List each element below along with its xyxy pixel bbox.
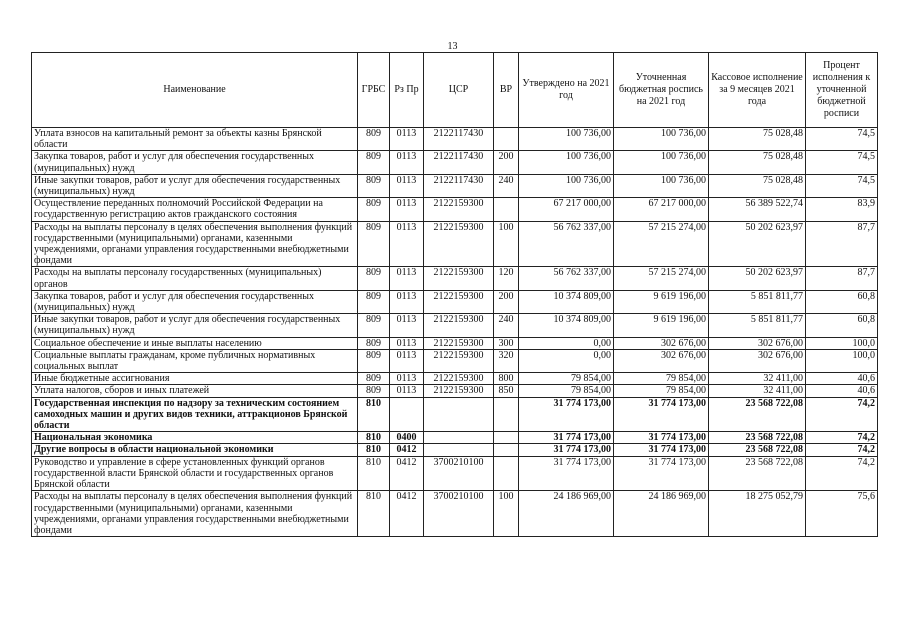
cell-vr: 100 [494, 221, 519, 267]
cell-vr [494, 128, 519, 151]
cell-grbs: 809 [358, 314, 390, 337]
cell-cash: 56 389 522,74 [709, 198, 806, 221]
cell-refined: 31 774 173,00 [614, 444, 709, 456]
cell-cash: 75 028,48 [709, 128, 806, 151]
cell-cash: 50 202 623,97 [709, 221, 806, 267]
cell-rzpr: 0400 [390, 432, 424, 444]
cell-csr: 2122117430 [424, 151, 494, 174]
cell-csr: 2122159300 [424, 314, 494, 337]
cell-vr: 120 [494, 267, 519, 290]
cell-grbs: 810 [358, 491, 390, 537]
cell-cash: 302 676,00 [709, 349, 806, 372]
table-row [32, 198, 878, 221]
cell-percent: 100,0 [806, 337, 878, 349]
cell-name: Уплата налогов, сборов и иных платежей [32, 385, 358, 397]
cell-percent: 74,5 [806, 128, 878, 151]
cell-csr: 2122117430 [424, 128, 494, 151]
cell-approved: 79 854,00 [519, 373, 614, 385]
cell-percent: 60,8 [806, 314, 878, 337]
cell-csr: 2122117430 [424, 174, 494, 197]
cell-vr [494, 397, 519, 432]
cell-csr: 2122159300 [424, 221, 494, 267]
table-row [32, 373, 878, 385]
cell-rzpr: 0113 [390, 337, 424, 349]
page-number: 13 [447, 41, 458, 52]
cell-approved: 100 736,00 [519, 174, 614, 197]
cell-vr: 240 [494, 314, 519, 337]
cell-approved: 31 774 173,00 [519, 456, 614, 491]
table-row [32, 290, 878, 313]
cell-grbs: 809 [358, 385, 390, 397]
cell-percent: 60,8 [806, 290, 878, 313]
cell-grbs: 810 [358, 456, 390, 491]
header-vr: ВР [494, 53, 519, 128]
header-name: Наименование [32, 53, 358, 128]
cell-cash: 5 851 811,77 [709, 314, 806, 337]
cell-cash: 50 202 623,97 [709, 267, 806, 290]
cell-csr: 2122159300 [424, 373, 494, 385]
cell-cash: 32 411,00 [709, 385, 806, 397]
cell-percent: 74,2 [806, 456, 878, 491]
cell-approved: 100 736,00 [519, 128, 614, 151]
cell-refined: 9 619 196,00 [614, 314, 709, 337]
table-row [32, 267, 878, 290]
cell-approved: 31 774 173,00 [519, 444, 614, 456]
cell-cash: 23 568 722,08 [709, 432, 806, 444]
table-row [32, 491, 878, 537]
table-row [32, 314, 878, 337]
header-cash: Кассовое исполнение за 9 месяцев 2021 года [709, 53, 806, 128]
cell-refined: 31 774 173,00 [614, 397, 709, 432]
cell-percent: 74,2 [806, 397, 878, 432]
cell-approved: 100 736,00 [519, 151, 614, 174]
cell-name: Закупка товаров, работ и услуг для обеспечения государственных (муниципальных) нужд [32, 290, 358, 313]
cell-name: Расходы на выплаты персоналу в целях обеспечения выполнения функций государственными (муниципальными) органами, казенными учреждениями, органами управления государственными внебюджетными фондами [32, 491, 358, 537]
cell-rzpr: 0113 [390, 385, 424, 397]
cell-refined: 302 676,00 [614, 337, 709, 349]
cell-csr: 3700210100 [424, 456, 494, 491]
cell-approved: 0,00 [519, 349, 614, 372]
cell-name: Другие вопросы в области национальной экономики [32, 444, 358, 456]
cell-rzpr: 0113 [390, 174, 424, 197]
cell-vr: 850 [494, 385, 519, 397]
table-header-row [32, 53, 878, 128]
header-rzpr: Рз Пр [390, 53, 424, 128]
cell-percent: 83,9 [806, 198, 878, 221]
cell-rzpr: 0113 [390, 267, 424, 290]
cell-csr: 2122159300 [424, 349, 494, 372]
cell-vr: 100 [494, 491, 519, 537]
cell-percent: 100,0 [806, 349, 878, 372]
cell-approved: 56 762 337,00 [519, 267, 614, 290]
cell-cash: 18 275 052,79 [709, 491, 806, 537]
cell-vr: 240 [494, 174, 519, 197]
cell-grbs: 809 [358, 128, 390, 151]
cell-approved: 31 774 173,00 [519, 397, 614, 432]
cell-rzpr: 0412 [390, 444, 424, 456]
cell-rzpr: 0113 [390, 373, 424, 385]
header-grbs: ГРБС [358, 53, 390, 128]
cell-csr [424, 397, 494, 432]
table-row [32, 174, 878, 197]
cell-vr: 300 [494, 337, 519, 349]
cell-name: Иные закупки товаров, работ и услуг для обеспечения государственных (муниципальных) нужд [32, 314, 358, 337]
cell-refined: 100 736,00 [614, 174, 709, 197]
table-row [32, 397, 878, 432]
cell-approved: 79 854,00 [519, 385, 614, 397]
cell-name: Расходы на выплаты персоналу государственных (муниципальных) органов [32, 267, 358, 290]
cell-rzpr [390, 397, 424, 432]
cell-refined: 31 774 173,00 [614, 456, 709, 491]
cell-rzpr: 0113 [390, 290, 424, 313]
cell-cash: 23 568 722,08 [709, 456, 806, 491]
cell-refined: 100 736,00 [614, 151, 709, 174]
cell-percent: 87,7 [806, 267, 878, 290]
cell-refined: 57 215 274,00 [614, 267, 709, 290]
table-body [32, 128, 878, 537]
cell-csr: 3700210100 [424, 491, 494, 537]
cell-grbs: 809 [358, 221, 390, 267]
cell-percent: 74,5 [806, 151, 878, 174]
cell-name: Расходы на выплаты персоналу в целях обеспечения выполнения функций государственными (муниципальными) органами, казенными учреждениями, органами управления государственными внебюджетными фондами [32, 221, 358, 267]
cell-cash: 23 568 722,08 [709, 397, 806, 432]
cell-refined: 67 217 000,00 [614, 198, 709, 221]
cell-approved: 56 762 337,00 [519, 221, 614, 267]
cell-refined: 79 854,00 [614, 385, 709, 397]
cell-vr [494, 444, 519, 456]
cell-name: Иные бюджетные ассигнования [32, 373, 358, 385]
cell-percent: 75,6 [806, 491, 878, 537]
cell-refined: 302 676,00 [614, 349, 709, 372]
cell-grbs: 809 [358, 267, 390, 290]
cell-percent: 74,2 [806, 432, 878, 444]
header-csr: ЦСР [424, 53, 494, 128]
cell-approved: 0,00 [519, 337, 614, 349]
cell-name: Руководство и управление в сфере установленных функций органов государственной власти Брянской области и государственных органов Брянской области [32, 456, 358, 491]
cell-rzpr: 0113 [390, 128, 424, 151]
cell-cash: 23 568 722,08 [709, 444, 806, 456]
cell-approved: 10 374 809,00 [519, 314, 614, 337]
cell-name: Закупка товаров, работ и услуг для обеспечения государственных (муниципальных) нужд [32, 151, 358, 174]
cell-rzpr: 0113 [390, 151, 424, 174]
cell-rzpr: 0113 [390, 221, 424, 267]
cell-grbs: 809 [358, 337, 390, 349]
cell-cash: 75 028,48 [709, 151, 806, 174]
cell-vr: 200 [494, 290, 519, 313]
cell-csr: 2122159300 [424, 290, 494, 313]
cell-csr: 2122159300 [424, 385, 494, 397]
cell-grbs: 809 [358, 151, 390, 174]
cell-percent: 74,5 [806, 174, 878, 197]
cell-refined: 24 186 969,00 [614, 491, 709, 537]
cell-cash: 5 851 811,77 [709, 290, 806, 313]
header-approved: Утверждено на 2021 год [519, 53, 614, 128]
cell-name: Социальные выплаты гражданам, кроме публичных нормативных социальных выплат [32, 349, 358, 372]
cell-grbs: 809 [358, 349, 390, 372]
cell-name: Национальная экономика [32, 432, 358, 444]
cell-csr: 2122159300 [424, 337, 494, 349]
cell-grbs: 810 [358, 444, 390, 456]
cell-name: Уплата взносов на капитальный ремонт за объекты казны Брянской области [32, 128, 358, 151]
table-row [32, 456, 878, 491]
cell-csr: 2122159300 [424, 198, 494, 221]
cell-grbs: 810 [358, 397, 390, 432]
cell-refined: 57 215 274,00 [614, 221, 709, 267]
cell-vr: 200 [494, 151, 519, 174]
cell-grbs: 809 [358, 198, 390, 221]
table-row [32, 349, 878, 372]
budget-table [31, 52, 878, 537]
cell-grbs: 809 [358, 174, 390, 197]
cell-rzpr: 0412 [390, 456, 424, 491]
cell-csr [424, 444, 494, 456]
cell-percent: 40,6 [806, 373, 878, 385]
cell-refined: 9 619 196,00 [614, 290, 709, 313]
table-row [32, 221, 878, 267]
cell-cash: 75 028,48 [709, 174, 806, 197]
cell-approved: 24 186 969,00 [519, 491, 614, 537]
table-row [32, 151, 878, 174]
cell-cash: 32 411,00 [709, 373, 806, 385]
cell-percent: 87,7 [806, 221, 878, 267]
cell-refined: 79 854,00 [614, 373, 709, 385]
cell-vr: 800 [494, 373, 519, 385]
cell-approved: 67 217 000,00 [519, 198, 614, 221]
cell-grbs: 810 [358, 432, 390, 444]
cell-name: Государственная инспекция по надзору за техническим состоянием самоходных машин и других видов техники, аттракционов Брянской области [32, 397, 358, 432]
table-row [32, 432, 878, 444]
header-refined: Уточненная бюджетная роспись на 2021 год [614, 53, 709, 128]
cell-grbs: 809 [358, 373, 390, 385]
cell-name: Осуществление переданных полномочий Российской Федерации на государственную регистрацию актов гражданского состояния [32, 198, 358, 221]
cell-rzpr: 0412 [390, 491, 424, 537]
table-row [32, 444, 878, 456]
cell-rzpr: 0113 [390, 314, 424, 337]
table-row [32, 128, 878, 151]
cell-rzpr: 0113 [390, 349, 424, 372]
header-percent: Процент исполнения к уточненной бюджетной росписи [806, 53, 878, 128]
cell-refined: 31 774 173,00 [614, 432, 709, 444]
cell-name: Социальное обеспечение и иные выплаты населению [32, 337, 358, 349]
cell-cash: 302 676,00 [709, 337, 806, 349]
cell-approved: 31 774 173,00 [519, 432, 614, 444]
cell-approved: 10 374 809,00 [519, 290, 614, 313]
cell-csr: 2122159300 [424, 267, 494, 290]
table-row [32, 385, 878, 397]
cell-vr: 320 [494, 349, 519, 372]
cell-percent: 74,2 [806, 444, 878, 456]
cell-rzpr: 0113 [390, 198, 424, 221]
cell-vr [494, 432, 519, 444]
cell-percent: 40,6 [806, 385, 878, 397]
table-row [32, 337, 878, 349]
cell-vr [494, 456, 519, 491]
cell-name: Иные закупки товаров, работ и услуг для обеспечения государственных (муниципальных) нужд [32, 174, 358, 197]
cell-refined: 100 736,00 [614, 128, 709, 151]
cell-csr [424, 432, 494, 444]
cell-vr [494, 198, 519, 221]
cell-grbs: 809 [358, 290, 390, 313]
